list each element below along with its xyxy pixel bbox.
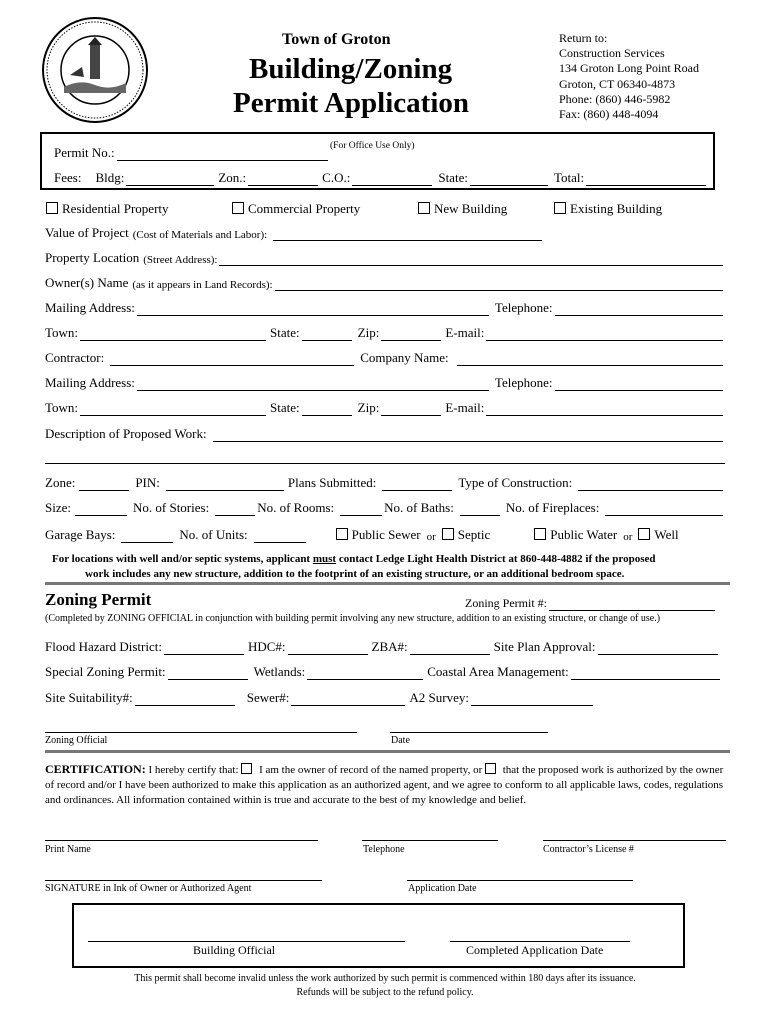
septic-option[interactable] bbox=[442, 527, 491, 543]
total-fee-field[interactable] bbox=[586, 173, 706, 186]
garage-row bbox=[45, 525, 725, 543]
owner-state-field[interactable] bbox=[302, 328, 352, 341]
checkbox-icon[interactable] bbox=[418, 202, 430, 214]
checkbox-icon[interactable] bbox=[336, 528, 348, 540]
property-type-residential[interactable] bbox=[46, 201, 169, 217]
checkbox-icon[interactable] bbox=[232, 202, 244, 214]
property-type-label: Residential Property bbox=[62, 201, 169, 216]
zba-field[interactable] bbox=[410, 642, 490, 655]
zba-label: ZBA#: bbox=[371, 639, 408, 654]
application-date-label: Application Date bbox=[408, 883, 477, 894]
public-sewer-option[interactable] bbox=[336, 527, 421, 543]
return-address bbox=[559, 31, 699, 122]
baths-label: No. of Baths: bbox=[384, 500, 454, 515]
contractor-zip-field[interactable] bbox=[381, 403, 441, 416]
zoning-permit-title: Zoning Permit bbox=[45, 590, 152, 609]
public-water-label: Public Water bbox=[550, 527, 618, 542]
fees-label: Fees: bbox=[54, 170, 82, 185]
signature-field[interactable] bbox=[45, 880, 322, 881]
stories-label: No. of Stories: bbox=[133, 500, 210, 515]
value-field[interactable] bbox=[273, 228, 542, 241]
property-type-label: Commercial Property bbox=[248, 201, 361, 216]
return-line: Return to: bbox=[559, 31, 608, 45]
owner-town-field[interactable] bbox=[80, 328, 266, 341]
zone-row bbox=[45, 473, 725, 491]
return-line: Fax: (860) 448-4094 bbox=[559, 107, 659, 122]
telephone-label: Telephone: bbox=[494, 300, 553, 315]
owner-telephone-field[interactable] bbox=[555, 303, 724, 316]
co-label: C.O.: bbox=[322, 170, 351, 185]
special-label: Special Zoning Permit: bbox=[45, 664, 166, 679]
flood-label: Flood Hazard District: bbox=[45, 639, 162, 654]
sewer-label: Sewer#: bbox=[246, 690, 290, 705]
contractor-label: Contractor: bbox=[45, 350, 105, 365]
state-fee-label: State: bbox=[438, 170, 468, 185]
mailing-address-label: Mailing Address: bbox=[45, 375, 135, 390]
septic-notice-line2: work includes any new structure, addition to the footprint of an existing structure, or an additional bedroom space. bbox=[85, 568, 625, 580]
property-type-label: New Building bbox=[434, 201, 508, 216]
size-row bbox=[45, 498, 725, 516]
suitability-field[interactable] bbox=[135, 693, 235, 706]
checkbox-icon[interactable] bbox=[638, 528, 650, 540]
plans-submitted-label: Plans Submitted: bbox=[287, 475, 377, 490]
public-water-option[interactable] bbox=[534, 527, 617, 543]
signature-label: SIGNATURE in Ink of Owner or Authorized Agent bbox=[45, 883, 252, 894]
building-official-label: Building Official bbox=[193, 943, 276, 957]
owner-checkbox-icon[interactable] bbox=[241, 763, 252, 774]
description-field-line2[interactable] bbox=[45, 463, 725, 464]
checkbox-icon[interactable] bbox=[442, 528, 454, 540]
permit-no-row bbox=[54, 143, 330, 161]
seal-graphic bbox=[40, 15, 150, 125]
coastal-field[interactable] bbox=[571, 667, 720, 680]
owner-email-field[interactable] bbox=[486, 328, 723, 341]
certification-text-a: I hereby certify that: bbox=[145, 764, 242, 776]
certification-text-b: I am the owner of record of the named property, or bbox=[256, 764, 485, 776]
zoning-permit-no-field[interactable] bbox=[549, 598, 715, 611]
certification-label: CERTIFICATION: bbox=[45, 762, 146, 776]
return-line: Groton, CT 06340-4873 bbox=[559, 76, 676, 91]
or-label: or bbox=[623, 531, 633, 543]
property-type-label: Existing Building bbox=[570, 201, 663, 216]
value-of-project-row bbox=[45, 223, 544, 241]
description-field[interactable] bbox=[213, 429, 723, 442]
zon-label: Zon.: bbox=[218, 170, 247, 185]
notice-text: contact Ledge Light Health District at 860-448-4882 if the proposed bbox=[336, 553, 656, 565]
notice-must: must bbox=[312, 553, 337, 565]
fireplaces-label: No. of Fireplaces: bbox=[505, 500, 600, 515]
units-label: No. of Units: bbox=[179, 527, 248, 542]
owner-name-note: (as it appears in Land Records): bbox=[132, 279, 273, 291]
plans-submitted-field[interactable] bbox=[382, 478, 452, 491]
zoning-permit-no-row bbox=[465, 593, 717, 611]
contractor-telephone-field[interactable] bbox=[555, 378, 724, 391]
baths-field[interactable] bbox=[460, 503, 500, 516]
suitability-label: Site Suitability#: bbox=[45, 690, 133, 705]
building-official-box bbox=[72, 903, 685, 968]
zip-label: Zip: bbox=[357, 400, 380, 415]
zoning-note: (Completed by ZONING OFFICIAL in conjunction with building permit involving any new structure, addition to an existing structure, or change of use.) bbox=[45, 613, 661, 624]
permit-no-label: Permit No.: bbox=[54, 145, 115, 160]
special-field[interactable] bbox=[168, 667, 248, 680]
owner-name-row bbox=[45, 273, 725, 291]
coastal-label: Coastal Area Management: bbox=[427, 664, 569, 679]
property-location-note: (Street Address): bbox=[143, 254, 218, 266]
footer-line2: Refunds will be subject to the refund policy. bbox=[296, 987, 474, 998]
site-plan-field[interactable] bbox=[598, 642, 718, 655]
a2-field[interactable] bbox=[471, 693, 593, 706]
contractor-state-field[interactable] bbox=[302, 403, 352, 416]
email-label: E-mail: bbox=[445, 325, 485, 340]
sewer-field[interactable] bbox=[291, 693, 405, 706]
contractor-field[interactable] bbox=[110, 353, 354, 366]
return-line: Phone: (860) 446-5982 bbox=[559, 91, 671, 106]
form-title-line2: Permit Application bbox=[233, 87, 470, 119]
owner-name-label: Owner(s) Name bbox=[45, 275, 129, 290]
certification-text bbox=[45, 762, 727, 808]
cert-telephone-field[interactable] bbox=[362, 840, 498, 841]
hdc-label: HDC#: bbox=[247, 639, 286, 654]
mailing-address-label: Mailing Address: bbox=[45, 300, 135, 315]
email-label: E-mail: bbox=[445, 400, 485, 415]
state-label: State: bbox=[270, 400, 300, 415]
permit-no-field[interactable] bbox=[117, 148, 328, 161]
zoning-official-signature-field[interactable] bbox=[45, 732, 357, 733]
return-line: Construction Services bbox=[559, 46, 665, 61]
checkbox-icon[interactable] bbox=[534, 528, 546, 540]
owner-name-field[interactable] bbox=[275, 278, 723, 291]
description-row bbox=[45, 424, 725, 442]
bldg-label: Bldg: bbox=[95, 170, 125, 185]
zoning-official-label: Zoning Official bbox=[45, 735, 108, 746]
zip-label: Zip: bbox=[357, 325, 380, 340]
town-seal bbox=[40, 15, 150, 125]
contractor-row bbox=[45, 348, 725, 366]
cert-telephone-label: Telephone bbox=[363, 844, 405, 855]
type-construction-label: Type of Construction: bbox=[458, 475, 573, 490]
hdc-field[interactable] bbox=[288, 642, 368, 655]
owner-mailing-row bbox=[45, 298, 725, 316]
town-label: Town: bbox=[45, 325, 79, 340]
town-label: Town: bbox=[45, 400, 79, 415]
checkbox-icon[interactable] bbox=[46, 202, 58, 214]
return-line: 134 Groton Long Point Road bbox=[559, 61, 699, 76]
owner-mailing-field[interactable] bbox=[137, 303, 489, 316]
checkbox-icon[interactable] bbox=[554, 202, 566, 214]
fees-row bbox=[54, 168, 708, 186]
public-sewer-label: Public Sewer bbox=[351, 527, 421, 542]
owner-zip-field[interactable] bbox=[381, 328, 441, 341]
contractor-town-field[interactable] bbox=[80, 403, 266, 416]
zon-fee-field[interactable] bbox=[248, 173, 318, 186]
pin-label: PIN: bbox=[135, 475, 160, 490]
co-fee-field[interactable] bbox=[352, 173, 432, 186]
units-field[interactable] bbox=[254, 530, 306, 543]
owner-town-row bbox=[45, 323, 725, 341]
contractor-license-field[interactable] bbox=[543, 840, 726, 841]
print-name-field[interactable] bbox=[45, 840, 318, 841]
property-type-commercial[interactable] bbox=[232, 201, 360, 217]
fireplaces-field[interactable] bbox=[605, 503, 723, 516]
state-label: State: bbox=[270, 325, 300, 340]
size-field[interactable] bbox=[75, 503, 127, 516]
state-fee-field[interactable] bbox=[470, 173, 548, 186]
a2-label: A2 Survey: bbox=[409, 690, 469, 705]
telephone-label: Telephone: bbox=[494, 375, 553, 390]
wetlands-label: Wetlands: bbox=[253, 664, 306, 679]
value-note: (Cost of Materials and Labor): bbox=[132, 229, 268, 241]
bldg-fee-field[interactable] bbox=[126, 173, 214, 186]
type-construction-field[interactable] bbox=[578, 478, 723, 491]
certification-text-c: that the proposed work is authorized by the owner of record and/or I have been authorized to make this application as an authorized agent, and we agree to conform to all applicable laws, codes, regulations and ordinances. All information contained within is true and accurate to the best of my knowledge and belief. bbox=[45, 764, 724, 806]
contractor-mailing-row bbox=[45, 373, 725, 391]
building-official-field[interactable] bbox=[88, 941, 405, 942]
zone-field[interactable] bbox=[79, 478, 129, 491]
property-type-new-building[interactable] bbox=[418, 201, 507, 217]
completed-date-field[interactable] bbox=[450, 941, 630, 942]
office-use-note: (For Office Use Only) bbox=[330, 141, 415, 151]
garage-field[interactable] bbox=[121, 530, 173, 543]
section-divider bbox=[45, 582, 730, 585]
suitability-row bbox=[45, 688, 595, 706]
contractor-email-field[interactable] bbox=[486, 403, 723, 416]
property-location-label: Property Location bbox=[45, 250, 140, 265]
footer-line1: This permit shall become invalid unless the work authorized by such permit is commenced within 180 days after its issuance. bbox=[134, 973, 636, 984]
flood-row bbox=[45, 637, 720, 655]
notice-text: For locations with well and/or septic systems, applicant bbox=[52, 553, 313, 565]
section-divider bbox=[45, 750, 730, 753]
form-title-line1: Building/Zoning bbox=[249, 53, 453, 85]
special-row bbox=[45, 662, 722, 680]
rooms-label: No. of Rooms: bbox=[257, 500, 335, 515]
septic-label: Septic bbox=[457, 527, 491, 542]
zoning-date-field[interactable] bbox=[390, 732, 548, 733]
zoning-date-label: Date bbox=[391, 735, 410, 746]
or-label: or bbox=[426, 531, 436, 543]
wetlands-field[interactable] bbox=[307, 667, 423, 680]
application-date-field[interactable] bbox=[407, 880, 633, 881]
site-plan-label: Site Plan Approval: bbox=[493, 639, 596, 654]
company-name-field[interactable] bbox=[457, 353, 723, 366]
zone-label: Zone: bbox=[45, 475, 76, 490]
contractor-mailing-field[interactable] bbox=[137, 378, 489, 391]
septic-notice-line1 bbox=[52, 553, 655, 565]
description-label: Description of Proposed Work: bbox=[45, 426, 207, 441]
agent-checkbox-icon[interactable] bbox=[485, 763, 496, 774]
stories-field[interactable] bbox=[215, 503, 255, 516]
completed-date-label: Completed Application Date bbox=[466, 943, 604, 957]
well-label: Well bbox=[654, 527, 679, 542]
contractor-license-label: Contractor’s License # bbox=[543, 844, 634, 855]
value-label: Value of Project bbox=[45, 225, 129, 240]
well-option[interactable] bbox=[638, 527, 678, 543]
town-name: Town of Groton bbox=[282, 31, 391, 48]
garage-label: Garage Bays: bbox=[45, 527, 116, 542]
zoning-permit-no-label: Zoning Permit #: bbox=[465, 596, 547, 610]
pin-field[interactable] bbox=[166, 478, 284, 491]
property-type-existing-building[interactable] bbox=[554, 201, 662, 217]
rooms-field[interactable] bbox=[340, 503, 382, 516]
property-location-field[interactable] bbox=[219, 253, 723, 266]
flood-field[interactable] bbox=[164, 642, 244, 655]
contractor-town-row bbox=[45, 398, 725, 416]
property-location-row bbox=[45, 248, 725, 266]
total-label: Total: bbox=[553, 170, 585, 185]
size-label: Size: bbox=[45, 500, 71, 515]
company-name-label: Company Name: bbox=[360, 350, 449, 365]
print-name-label: Print Name bbox=[45, 844, 91, 855]
